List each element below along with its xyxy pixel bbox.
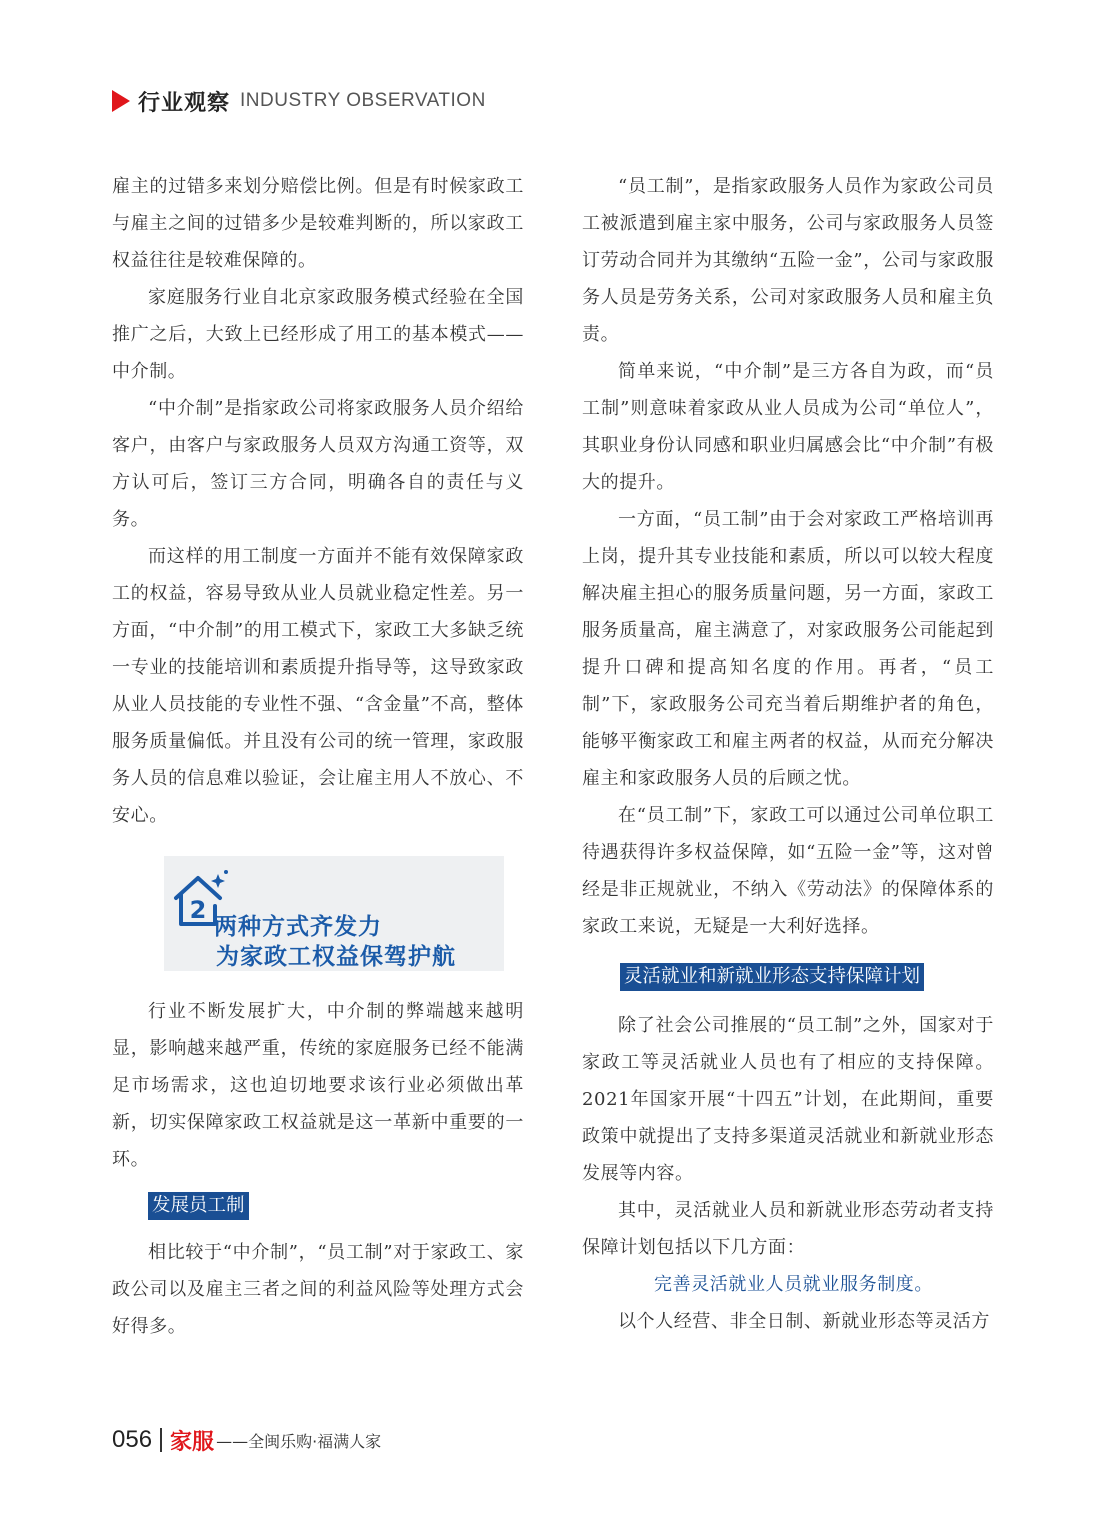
paragraph: 一方面，“员工制”由于会对家政工严格培训再上岗，提升其专业技能和素质，所以可以较大程度解决雇主担心的服务质量问题，另一方面，家政工服务质量高，雇主满意了，对家政服务公司能起到提升口碑和提高知名度的作用。再者，“员工制”下，家政服务公司充当着后期维护者的角色，能够平衡家政工和雇主两者的权益，从而充分解决雇主和家政服务人员的后顾之忧。 [582, 509, 994, 789]
magazine-slogan: ——全闽乐购·福满人家 [216, 1431, 382, 1451]
right-column [582, 168, 994, 1340]
paragraph: 行业不断发展扩大，中介制的弊端越来越明显，影响越来越严重，传统的家庭服务已经不能满足市场需求，这也迫切地要求该行业必须做出革新，切实保障家政工权益就是这一革新中重要的一环。 [112, 1001, 524, 1170]
paragraph: 简单来说，“中介制”是三方各自为政，而“员工制”则意味着家政从业人员成为公司“单位人”，其职业身份认同感和职业归属感会比“中介制”有极大的提升。 [582, 361, 994, 493]
paragraph: 以个人经营、非全日制、新就业形态等灵活方 [618, 1311, 990, 1332]
paragraph: 雇主的过错多来划分赔偿比例。但是有时候家政工与雇主之间的过错多少是较难判断的，所以家政工权益往往是较难保障的。 [112, 176, 524, 271]
banner-number: 2 [189, 896, 207, 924]
section-heading [620, 963, 994, 991]
triangle-icon [112, 90, 130, 112]
section-heading-label: 发展员工制 [148, 1192, 249, 1220]
banner-line-2: 为家政工权益保驾护航 [216, 944, 456, 970]
paragraph: “中介制”是指家政公司将家政服务人员介绍给客户，由客户与家政服务人员双方沟通工资等，双方认可后，签订三方合同，明确各自的责任与义务。 [112, 398, 524, 530]
subtitle-banner [164, 856, 504, 971]
left-column [112, 168, 524, 1345]
paragraph: 除了社会公司推展的“员工制”之外，国家对于家政工等灵活就业人员也有了相应的支持保障。2021年国家开展“十四五”计划，在此期间，重要政策中就提出了支持多渠道灵活就业和新就业形态发展等内容。 [582, 1015, 994, 1184]
paragraph: 其中，灵活就业人员和新就业形态劳动者支持保障计划包括以下几方面： [582, 1200, 994, 1258]
page-footer [112, 1424, 381, 1456]
section-heading [148, 1192, 524, 1220]
paragraph: 而这样的用工制度一方面并不能有效保障家政工的权益，容易导致从业人员就业稳定性差。另一方面，“中介制”的用工模式下，家政工大多缺乏统一专业的技能培训和素质提升指导等，这导致家政从业人员技能的专业性不强、“含金量”不高，整体服务质量偏低。并且没有公司的统一管理，家政服务人员的信息难以验证，会让雇主用人不放心、不安心。 [112, 546, 524, 826]
subheading: 完善灵活就业人员就业服务制度。 [654, 1274, 933, 1295]
banner-line-1: 两种方式齐发力 [214, 914, 382, 940]
page-number: 056 [112, 1426, 153, 1453]
paragraph: “员工制”，是指家政服务人员作为家政公司员工被派遣到雇主家中服务，公司与家政服务人员签订劳动合同并为其缴纳“五险一金”，公司与家政服务人员是劳务关系，公司对家政服务人员和雇主负责。 [582, 176, 994, 345]
paragraph: 相比较于“中介制”，“员工制”对于家政工、家政公司以及雇主三者之间的利益风险等处理方式会好得多。 [112, 1242, 524, 1337]
section-header [112, 84, 486, 118]
magazine-brand: 家服 [170, 1429, 215, 1455]
section-heading-label: 灵活就业和新就业形态支持保障计划 [620, 963, 924, 991]
section-title-en: INDUSTRY OBSERVATION [240, 90, 486, 111]
paragraph: 在“员工制”下，家政工可以通过公司单位职工待遇获得许多权益保障，如“五险一金”等，这对曾经是非正规就业，不纳入《劳动法》的保障体系的家政工来说，无疑是一大利好选择。 [582, 805, 994, 937]
section-title-zh: 行业观察 [138, 90, 231, 116]
paragraph: 家庭服务行业自北京家政服务模式经验在全国推广之后，大致上已经形成了用工的基本模式——中介制。 [112, 287, 524, 382]
divider [160, 1428, 162, 1452]
